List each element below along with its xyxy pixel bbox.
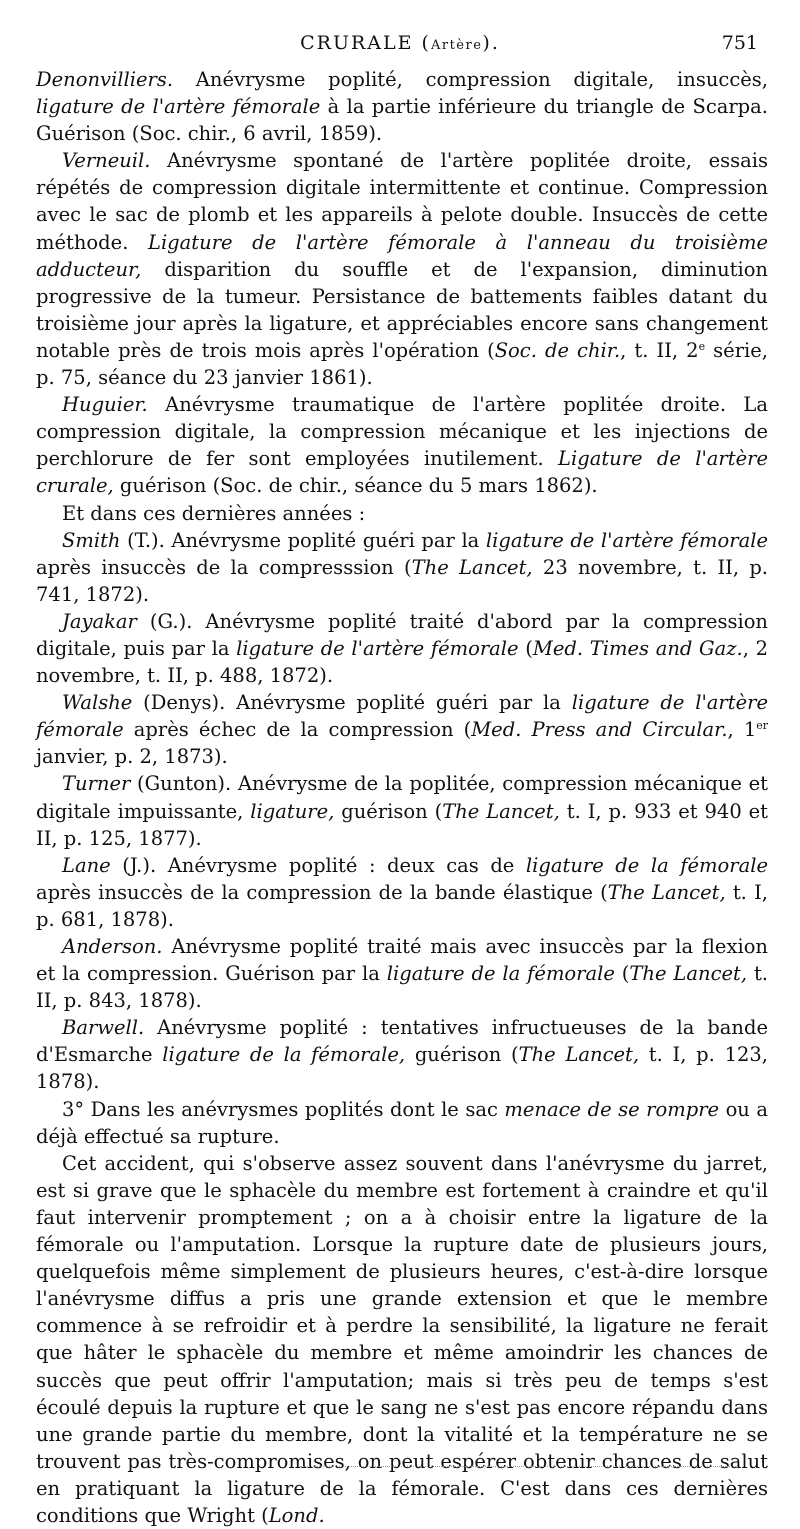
entry-text: (J.). Anévrysme poplité : deux cas de bbox=[110, 853, 526, 877]
entry-text: guérison ( bbox=[405, 1043, 519, 1067]
entry-text: Anévrysme spontané de l'artère poplitée droite, essais répétés de compression digitale intermittente et continue. Compression avec le sac de plomb et les appareils à pelote double. Insuccès de cette méthode. bbox=[36, 149, 768, 254]
entry-text: t. I, p. 123, 1878). bbox=[36, 1043, 769, 1094]
entry-text: série, p. 75, séance du 23 janvier 1861). bbox=[36, 338, 768, 390]
entry-emphasis: Ligature de l'artère crurale, bbox=[36, 447, 768, 498]
entry-text: (T.). Anévrysme poplité guéri par la bbox=[120, 528, 486, 552]
superscript: er bbox=[756, 719, 769, 733]
entry-emphasis: The Lancet, bbox=[518, 1043, 640, 1067]
entry-text: t. I, p. 681, 1878). bbox=[36, 880, 768, 931]
entry-text: après insuccès de la compresssion ( bbox=[36, 555, 412, 579]
entry-emphasis: ligature de l'artère fémorale bbox=[236, 636, 519, 660]
citation-entry bbox=[36, 689, 768, 770]
running-header bbox=[36, 30, 764, 58]
entry-text: t. II, p. 843, 1878). bbox=[36, 962, 769, 1013]
entry-emphasis: ligature de la fémorale bbox=[525, 853, 769, 877]
transition-line: Et dans ces dernières années : bbox=[62, 501, 366, 525]
entry-emphasis: The Lancet, bbox=[442, 799, 560, 823]
paragraph-text: Cet accident, qui s'observe assez souvent dans l'anévrysme du jarret, est si grave que le sphacèle du membre est fortement à craindre et qu'il faut intervenir promptement ; on a à choisir entre la ligature de la fémorale ou l'amputation. Lorsque la rupture date de plusieurs jours, quelquefois même simplement de plusieurs heures, c'est-à-dire lorsque l'anévrysme diffus a pris une grande extension et que le membre commence à se refroidir et à perdre la sensibilité, la ligature ne ferait que hâter le sphacèle du membre et même amoindrir les chances de succès que peut offrir l'amputation; mais si très peu de temps s'est écoulé depuis la rupture et que le sang ne s'est pas encore répandu dans une grande partie du membre, dont la vitalité et la température ne se trouvent pas très-compromises, on peut espérer obtenir chances de salut en pratiquant la ligature de la fémorale. C'est dans ces dernières conditions que Wright ( bbox=[36, 1151, 768, 1527]
entry-emphasis: ligature de l'artère fémorale bbox=[36, 95, 321, 119]
entry-text: , 1 bbox=[727, 718, 757, 742]
author-name: Jayakar bbox=[62, 609, 137, 633]
section-heading-paragraph bbox=[36, 1096, 768, 1150]
citation-entry bbox=[36, 852, 768, 933]
citation-entry bbox=[36, 147, 768, 391]
entry-text: (G.). Anévrysme poplité traité d'abord par la compression digitale, puis par la bbox=[36, 609, 768, 660]
citation-entry bbox=[36, 608, 768, 689]
entry-emphasis: The Lancet, bbox=[629, 962, 748, 986]
entry-text: après insuccès de la compression de la bande élastique ( bbox=[36, 880, 608, 904]
footer-dotted-rule bbox=[300, 1466, 740, 1467]
entry-text: ( bbox=[614, 962, 630, 986]
entry-text: (Denys). Anévrysme poplité guéri par la bbox=[132, 691, 572, 715]
author-name: Lane bbox=[62, 853, 111, 877]
page-number: 751 bbox=[721, 32, 758, 54]
entry-emphasis: Med. Times and Gaz. bbox=[532, 636, 743, 660]
entry-emphasis: Soc. de chir. bbox=[494, 338, 621, 362]
entry-text: 23 novembre, t. II, p. 741, 1872). bbox=[36, 555, 769, 606]
body-text bbox=[36, 66, 768, 1529]
body-paragraph bbox=[36, 1150, 768, 1529]
entry-emphasis: Ligature de l'artère fémorale à l'anneau du troisième adducteur, bbox=[36, 230, 768, 281]
author-name: Denonvilliers. bbox=[36, 68, 174, 91]
entry-text: , 2 novembre, t. II, p. 488, 1872). bbox=[36, 636, 769, 688]
entry-emphasis: ligature de la fémorale bbox=[386, 962, 615, 986]
author-name: Huguier. bbox=[62, 393, 148, 417]
author-name: Verneuil. bbox=[62, 149, 151, 173]
entry-text: Anévrysme poplité, compression digitale, insuccès, bbox=[173, 68, 768, 91]
author-name: Smith bbox=[62, 528, 121, 552]
citation-entry bbox=[36, 770, 768, 851]
entry-text: Anévrysme poplité traité mais avec insuccès par la flexion et la compression. Guérison par la bbox=[36, 935, 768, 986]
entry-text: t. I, p. 933 et 940 et II, p. 125, 1877). bbox=[36, 799, 769, 850]
entry-emphasis: ligature, bbox=[250, 799, 335, 823]
author-name: Walshe bbox=[62, 691, 133, 715]
entry-emphasis: Med. Press and Circular. bbox=[471, 718, 728, 742]
section-emphasis: menace de se rompre bbox=[504, 1097, 720, 1121]
entry-text: disparition du souffle et de l'expansion, diminution progressive de la tumeur. Persistance de battements faibles datant du troisième jour après la ligature, et appréciables encore sans changement notable près de trois mois après l'opération ( bbox=[36, 257, 768, 362]
superscript: e bbox=[698, 339, 706, 353]
entry-text: Anévrysme poplité : tentatives infructueuses de la bande d'Esmarche bbox=[36, 1016, 768, 1067]
title-main: CRURALE ( bbox=[300, 32, 431, 54]
entry-emphasis: The Lancet, bbox=[607, 880, 726, 904]
entry-text: (Gunton). Anévrysme de la poplitée, compression mécanique et digitale impuissante, bbox=[36, 772, 768, 823]
citation-entry bbox=[36, 933, 768, 1014]
entry-emphasis: ligature de la fémorale, bbox=[162, 1043, 406, 1067]
paragraph-emphasis: Lond. bbox=[268, 1503, 325, 1527]
entry-emphasis: ligature de l'artère fémorale bbox=[485, 528, 768, 552]
citation-entry bbox=[36, 391, 768, 499]
entry-text: Anévrysme traumatique de l'artère poplitée droite. La compression digitale, la compression mécanique et les injections de perchlorure de fer sont employées inutilement. bbox=[36, 393, 768, 471]
running-title bbox=[36, 32, 764, 54]
citation-entry bbox=[36, 66, 768, 147]
citation-entry bbox=[36, 1014, 768, 1095]
entry-text: , t. II, 2 bbox=[620, 338, 699, 362]
entry-emphasis: ligature de l'artère fémorale bbox=[36, 691, 768, 742]
entry-emphasis: The Lancet, bbox=[411, 555, 533, 579]
author-name: Anderson. bbox=[62, 935, 163, 958]
section-text: ou a déjà effectué sa rupture. bbox=[36, 1097, 768, 1148]
title-small-caps: Artère bbox=[430, 38, 483, 53]
entry-text: guérison ( bbox=[334, 799, 443, 823]
author-name: Barwell. bbox=[62, 1016, 145, 1040]
entry-text: ( bbox=[518, 636, 533, 660]
section-text: 3° Dans les anévrysmes poplités dont le sac bbox=[62, 1097, 505, 1121]
entry-text: janvier, p. 2, 1873). bbox=[36, 745, 228, 769]
entry-text: à la partie inférieure du triangle de Scarpa. Guérison (Soc. chir., 6 avril, 1859). bbox=[36, 95, 768, 146]
title-close: ). bbox=[482, 32, 500, 54]
entry-text: guérison (Soc. de chir., séance du 5 mars 1862). bbox=[113, 474, 598, 498]
entry-text: après échec de la compression ( bbox=[123, 718, 472, 742]
author-name: Turner bbox=[62, 772, 131, 796]
citation-entry bbox=[36, 527, 768, 608]
